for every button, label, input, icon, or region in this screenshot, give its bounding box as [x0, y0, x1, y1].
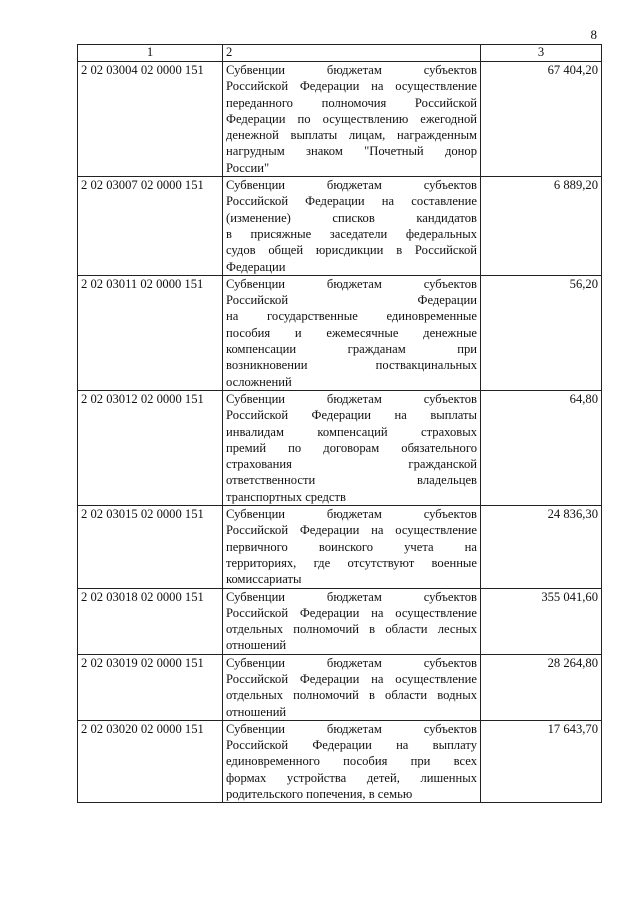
description-line: на государственные единовременные	[226, 309, 477, 324]
table-row	[78, 654, 602, 720]
description-line: переданного полномочия Российской	[226, 95, 477, 110]
description-line: отдельных полномочий в области водных	[226, 688, 477, 703]
budget-code-cell: 2 02 03007 02 0000 151	[78, 177, 223, 276]
description-line: пособия и ежемесячные денежные	[226, 325, 477, 340]
description-line: судов общей юрисдикции в Российской	[226, 243, 477, 258]
description-line: инвалидам компенсаций страховых	[226, 424, 477, 439]
table-row	[78, 588, 602, 654]
amount-cell: 17 643,70	[481, 720, 602, 802]
description-line: осложнений	[226, 374, 292, 389]
description-cell	[223, 177, 481, 276]
description-line: Субвенции бюджетам субъектов	[226, 276, 477, 291]
budget-code-cell: 2 02 03011 02 0000 151	[78, 275, 223, 390]
description-line: Российской Федерации на выплаты	[226, 408, 477, 423]
description-line: премий по договорам обязательного	[226, 440, 477, 455]
description-line: Российской Федерации на осуществление	[226, 605, 477, 620]
budget-table	[77, 44, 602, 803]
amount-cell: 24 836,30	[481, 506, 602, 588]
description-line: первичного воинского учета на	[226, 539, 477, 554]
description-line: Субвенции бюджетам субъектов	[226, 655, 477, 670]
description-line: родительского попечения, в семью	[226, 787, 413, 802]
budget-code-cell: 2 02 03019 02 0000 151	[78, 654, 223, 720]
description-cell	[223, 654, 481, 720]
amount-cell: 28 264,80	[481, 654, 602, 720]
description-line: транспортных средств	[226, 489, 346, 504]
description-cell	[223, 62, 481, 177]
description-line: Российской Федерации на выплату	[226, 738, 477, 753]
amount-cell: 64,80	[481, 390, 602, 505]
amount-cell: 6 889,20	[481, 177, 602, 276]
table-row	[78, 506, 602, 588]
description-line: отношений	[226, 704, 287, 719]
description-line: нагрудным знаком "Почетный донор	[226, 144, 477, 159]
description-line: денежной выплаты лицам, награжденным	[226, 128, 477, 143]
description-cell	[223, 506, 481, 588]
description-cell	[223, 588, 481, 654]
description-line: Российской Федерации на осуществление	[226, 79, 477, 94]
description-line: России"	[226, 160, 270, 175]
description-line: Субвенции бюджетам субъектов	[226, 507, 477, 522]
budget-code-cell: 2 02 03004 02 0000 151	[78, 62, 223, 177]
page-number: 8	[590, 27, 597, 42]
budget-code-cell: 2 02 03020 02 0000 151	[78, 720, 223, 802]
description-line: Федерации	[226, 259, 286, 274]
column-header-2: 2	[223, 45, 481, 62]
column-header-1: 1	[78, 45, 223, 62]
table-header-row	[78, 45, 602, 62]
description-cell	[223, 275, 481, 390]
description-line: отношений	[226, 638, 287, 653]
description-line: территориях, где отсутствуют военные	[226, 555, 477, 570]
description-line: (изменение) списков кандидатов	[226, 210, 477, 225]
budget-code-cell: 2 02 03018 02 0000 151	[78, 588, 223, 654]
description-line: в присяжные заседатели федеральных	[226, 226, 477, 241]
description-line: страхования гражданской	[226, 457, 477, 472]
description-line: возникновении поствакцинальных	[226, 358, 477, 373]
description-line: комиссариаты	[226, 572, 302, 587]
table-row	[78, 390, 602, 505]
description-line: Российской Федерации на составление	[226, 194, 477, 209]
table-row	[78, 177, 602, 276]
description-line: компенсации гражданам при	[226, 342, 477, 357]
column-header-3: 3	[481, 45, 602, 62]
description-line: Федерации по осуществлению ежегодной	[226, 111, 477, 126]
amount-cell: 67 404,20	[481, 62, 602, 177]
description-line: Российской Федерации на осуществление	[226, 523, 477, 538]
amount-cell: 56,20	[481, 275, 602, 390]
table-row	[78, 62, 602, 177]
budget-code-cell: 2 02 03015 02 0000 151	[78, 506, 223, 588]
description-line: формах устройства детей, лишенных	[226, 770, 477, 785]
description-line: Российской Федерации на осуществление	[226, 671, 477, 686]
description-line: Субвенции бюджетам субъектов	[226, 589, 477, 604]
amount-cell: 355 041,60	[481, 588, 602, 654]
description-line: Субвенции бюджетам субъектов	[226, 721, 477, 736]
description-line: Российской Федерации	[226, 293, 477, 308]
description-cell	[223, 390, 481, 505]
table-body	[78, 62, 602, 803]
description-cell	[223, 720, 481, 802]
description-line: ответственности владельцев	[226, 473, 477, 488]
description-line: единовременного пособия при всех	[226, 754, 477, 769]
description-line: Субвенции бюджетам субъектов	[226, 391, 477, 406]
description-line: Субвенции бюджетам субъектов	[226, 178, 477, 193]
table-row	[78, 275, 602, 390]
description-line: отдельных полномочий в области лесных	[226, 622, 477, 637]
budget-code-cell: 2 02 03012 02 0000 151	[78, 390, 223, 505]
description-line: Субвенции бюджетам субъектов	[226, 63, 477, 77]
table-row	[78, 720, 602, 802]
